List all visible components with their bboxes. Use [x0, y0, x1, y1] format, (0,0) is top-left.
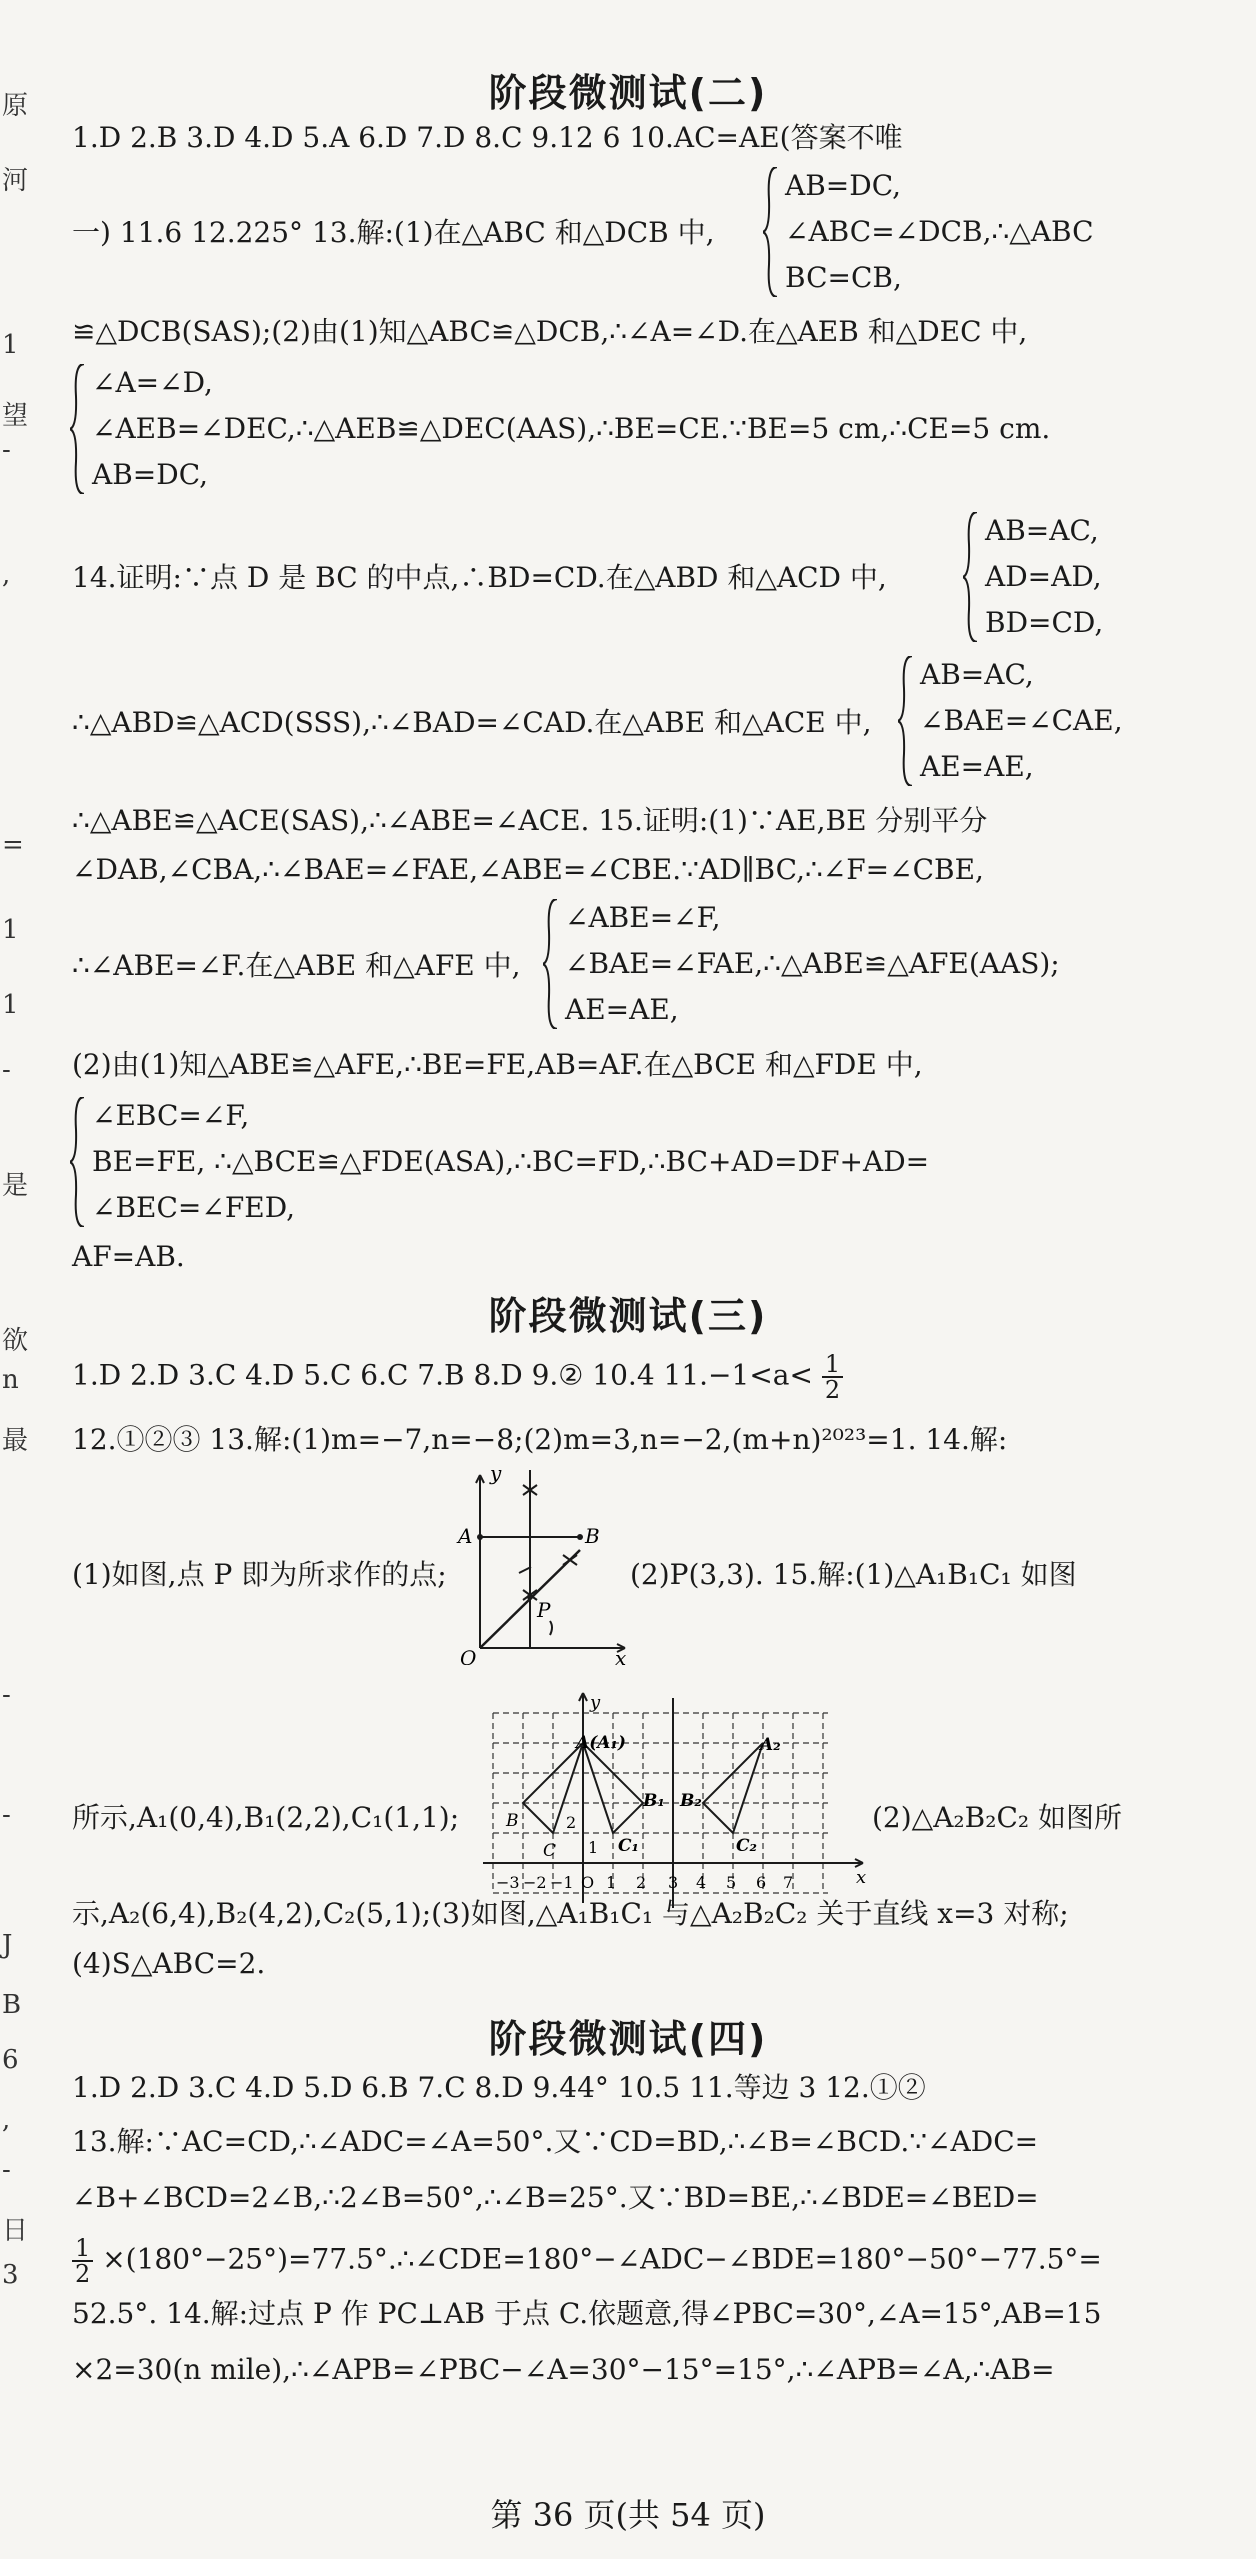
edge-char: = — [2, 830, 24, 860]
s2-line-6: ∴△ABD≌△ACD(SSS),∴∠BAD=∠CAD.在△ABE 和△ACE 中, — [72, 706, 872, 739]
fig2-c1-label: C₁ — [618, 1836, 639, 1856]
section-title-4: 阶段微测试(四) — [488, 2017, 768, 2061]
edge-char: 欲 — [2, 1326, 29, 1356]
s2-brace-1 — [785, 163, 1094, 301]
fig1-y-label: y — [490, 1465, 502, 1485]
s2-brace-3 — [985, 508, 1103, 646]
fig1-origin-label: O — [460, 1646, 477, 1665]
figure-point-p — [455, 1465, 635, 1665]
fig2-a-a1-label: A(A₁) — [576, 1733, 626, 1753]
fig2-b1-label: B₁ — [643, 1791, 665, 1811]
edge-char: 是 — [2, 1171, 29, 1201]
brace-row: BC=CB, — [785, 261, 902, 294]
s3-line-2: 12.①②③ 13.解:(1)m=−7,n=−8;(2)m=3,n=−2,(m+n)²⁰²³=1. 14.解: — [72, 1423, 1008, 1456]
x-tick-label: 3 — [668, 1873, 679, 1892]
s3-line-1 — [72, 1352, 1142, 1402]
fig1-b-label: B — [585, 1524, 600, 1548]
brace-row: ∠ABE=∠F, — [565, 901, 721, 934]
x-tick-label: 6 — [756, 1873, 767, 1892]
edge-char: 河 — [2, 166, 29, 196]
brace-row: AB=AC, — [985, 514, 1099, 547]
s2-line-12: AF=AB. — [72, 1240, 185, 1273]
brace-row: AE=AE, — [565, 993, 679, 1026]
edge-char: 原 — [2, 91, 29, 121]
edge-char: 1 — [2, 330, 19, 360]
s2-line-2: 一) 11.6 12.225° 13.解:(1)在△ABC 和△DCB 中, — [72, 216, 715, 249]
brace-row: AB=DC, — [92, 458, 209, 491]
brace-row: ∠EBC=∠F, — [92, 1099, 250, 1132]
edge-char: B — [2, 1990, 22, 2020]
section-title-3: 阶段微测试(三) — [488, 1294, 768, 1338]
brace-row: ∠BAE=∠CAE, — [920, 704, 1123, 737]
s4-line-4 — [72, 2236, 1142, 2286]
fraction-numerator: 1 — [72, 2236, 93, 2262]
x-tick-label: O — [581, 1873, 595, 1892]
s2-line-8: ∠DAB,∠CBA,∴∠BAE=∠FAE,∠ABE=∠CBE.∵AD∥BC,∴∠F=∠CBE, — [72, 853, 984, 886]
left-edge-bleed — [0, 0, 29, 2559]
edge-char: , — [2, 560, 11, 590]
brace-row: ∠AEB=∠DEC,∴△AEB≌△DEC(AAS),∴BE=CE.∵BE=5 cm,∴CE=5 cm. — [92, 412, 1051, 445]
s3-line-4b: (2)△A₂B₂C₂ 如图所 — [872, 1801, 1122, 1834]
fig2-num-1: 1 — [588, 1838, 599, 1857]
edge-char: 日 — [2, 2216, 29, 2246]
s2-line-1: 1.D 2.B 3.D 4.D 5.A 6.D 7.D 8.C 9.12 6 10.AC=AE(答案不唯 — [72, 121, 903, 154]
x-tick-label: 2 — [636, 1873, 647, 1892]
section-title-2: 阶段微测试(二) — [488, 71, 768, 115]
page-footer: 第 36 页(共 54 页) — [490, 2496, 766, 2534]
s4-line-4-text: ×(180°−25°)=77.5°.∴∠CDE=180°−∠ADC−∠BDE=180°−50°−77.5°= — [102, 2242, 1102, 2276]
s3-line-3b: (2)P(3,3). 15.解:(1)△A₁B₁C₁ 如图 — [630, 1558, 1077, 1591]
s2-brace-4 — [920, 652, 1123, 790]
brace-row: BD=CD, — [985, 606, 1104, 639]
edge-char: - — [2, 435, 11, 465]
s4-line-1: 1.D 2.D 3.C 4.D 5.D 6.B 7.C 8.D 9.44° 10.5 11.等边 3 12.①② — [72, 2071, 926, 2104]
edge-char: , — [2, 2105, 11, 2135]
brace-row: AB=DC, — [785, 169, 902, 202]
s3-line-4a: 所示,A₁(0,4),B₁(2,2),C₁(1,1); — [72, 1801, 460, 1834]
edge-char: n — [2, 1365, 19, 1395]
fig2-a2-label: A₂ — [760, 1735, 781, 1755]
fig1-x-label: x — [615, 1646, 627, 1665]
brace-row: ∠BEC=∠FED, — [92, 1191, 296, 1224]
edge-char: - — [2, 2155, 11, 2185]
fig2-x-label: x — [856, 1867, 867, 1888]
figure-grid-triangles — [478, 1688, 868, 1913]
brace-row: ∠A=∠D, — [92, 366, 213, 399]
fig2-y-label: y — [590, 1692, 601, 1713]
s4-line-6: ×2=30(n mile),∴∠APB=∠PBC−∠A=30°−15°=15°,∴∠APB=∠A,∴AB= — [72, 2353, 1055, 2386]
brace-row: AD=AD, — [985, 560, 1102, 593]
edge-char: 6 — [2, 2045, 19, 2075]
s2-brace-6 — [92, 1093, 929, 1231]
s2-line-3: ≌△DCB(SAS);(2)由(1)知△ABC≌△DCB,∴∠A=∠D.在△AEB 和△DEC 中, — [72, 315, 1028, 348]
edge-char: 最 — [2, 1426, 29, 1456]
brace-row: AB=AC, — [920, 658, 1034, 691]
s2-brace-5 — [565, 895, 1060, 1033]
x-tick-label: 7 — [783, 1873, 794, 1892]
x-tick-label: 5 — [726, 1873, 737, 1892]
edge-char: - — [2, 1680, 11, 1710]
edge-char: 1 — [2, 915, 19, 945]
s3-line-3a: (1)如图,点 P 即为所求作的点; — [72, 1558, 447, 1591]
fig1-p-label: P — [537, 1598, 551, 1622]
s3-line-1-text: 1.D 2.D 3.C 4.D 5.C 6.C 7.B 8.D 9.② 10.4 11.−1<a< — [72, 1358, 813, 1392]
edge-char: - — [2, 1055, 11, 1085]
fig2-b2-label: B₂ — [680, 1791, 702, 1811]
brace-row: BE=FE, ∴△BCE≌△FDE(ASA),∴BC=FD,∴BC+AD=DF+AD= — [92, 1145, 930, 1178]
fig2-num-2: 2 — [566, 1813, 577, 1832]
x-tick-label: −1 — [550, 1873, 574, 1892]
s4-line-2: 13.解:∵AC=CD,∴∠ADC=∠A=50°.又∵CD=BD,∴∠B=∠BCD.∵∠ADC= — [72, 2125, 1039, 2158]
fraction-half — [822, 1352, 843, 1402]
x-tick-label: 4 — [696, 1873, 707, 1892]
s4-line-5: 52.5°. 14.解:过点 P 作 PC⊥AB 于点 C.依题意,得∠PBC=30°,∠A=15°,AB=15 — [72, 2297, 1102, 2330]
fraction-denominator: 2 — [75, 2260, 91, 2288]
s4-line-3: ∠B+∠BCD=2∠B,∴2∠B=50°,∴∠B=25°.又∵BD=BE,∴∠BDE=∠BED= — [72, 2181, 1039, 2214]
fig1-a-label: A — [458, 1524, 473, 1548]
edge-char: 望 — [2, 401, 29, 431]
fig2-c-label: C — [543, 1841, 557, 1861]
edge-char: 1 — [2, 990, 19, 1020]
edge-char: J — [2, 1930, 13, 1960]
fig2-b-label: B — [506, 1811, 519, 1831]
edge-char: 3 — [2, 2260, 19, 2290]
fraction-denominator: 2 — [824, 1376, 841, 1404]
s2-line-7: ∴△ABE≌△ACE(SAS),∴∠ABE=∠ACE. 15.证明:(1)∵AE,BE 分别平分 — [72, 804, 988, 837]
x-tick-label: −3 — [496, 1873, 520, 1892]
s2-line-10: (2)由(1)知△ABE≌△AFE,∴BE=FE,AB=AF.在△BCE 和△FDE 中, — [72, 1048, 923, 1081]
brace-row: ∠BAE=∠FAE,∴△ABE≌△AFE(AAS); — [565, 947, 1060, 980]
s2-line-5: 14.证明:∵点 D 是 BC 的中点,∴BD=CD.在△ABD 和△ACD 中, — [72, 561, 887, 594]
s3-line-5: 示,A₂(6,4),B₂(4,2),C₂(5,1);(3)如图,△A₁B₁C₁ 与△A₂B₂C₂ 关于直线 x=3 对称; — [72, 1897, 1069, 1930]
brace-row: ∠ABC=∠DCB,∴△ABC — [785, 215, 1094, 248]
brace-row: AE=AE, — [920, 750, 1034, 783]
fraction-half — [72, 2236, 93, 2286]
edge-char: - — [2, 1800, 11, 1830]
x-tick-label: −2 — [523, 1873, 547, 1892]
s2-brace-2 — [92, 360, 1050, 498]
fig2-x-ticks — [496, 1873, 793, 1892]
fig2-c2-label: C₂ — [736, 1836, 757, 1856]
fraction-numerator: 1 — [822, 1352, 843, 1378]
s2-line-9: ∴∠ABE=∠F.在△ABE 和△AFE 中, — [72, 949, 521, 982]
x-tick-label: 1 — [606, 1873, 617, 1892]
s3-line-6: (4)S△ABC=2. — [72, 1947, 266, 1980]
